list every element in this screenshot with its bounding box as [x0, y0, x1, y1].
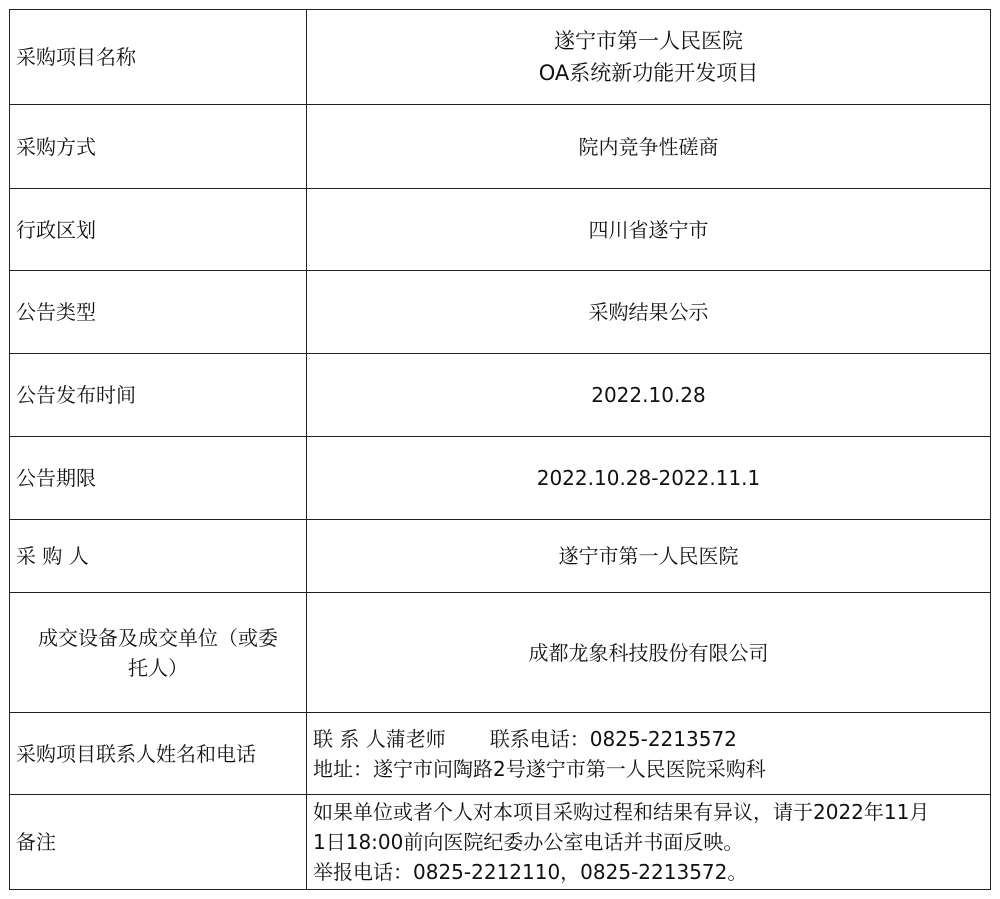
- region-value: 四川省遂宁市: [307, 189, 991, 271]
- winner-value: 成都龙象科技股份有限公司: [307, 593, 991, 713]
- table-row: [10, 189, 991, 271]
- publish-time-value: 2022.10.28: [307, 354, 991, 437]
- remarks-line-3: 举报电话：0825-2212110，0825-2213572。: [313, 860, 748, 884]
- table-row: [10, 105, 991, 189]
- table-row: [10, 271, 991, 354]
- contact-person: 联 系 人蒲老师: [313, 726, 446, 751]
- remarks-label: 备注: [10, 795, 307, 890]
- region-label: 行政区划: [10, 189, 307, 271]
- table-row: [10, 795, 991, 890]
- contact-label: 采购项目联系人姓名和电话: [10, 713, 307, 795]
- contact-phone: 联系电话：0825-2213572: [489, 726, 737, 751]
- purchaser-value: 遂宁市第一人民医院: [307, 520, 991, 593]
- project-name-line-2: OA系统新功能开发项目: [538, 61, 759, 85]
- method-label: 采购方式: [10, 105, 307, 189]
- contact-line-1: [313, 724, 990, 754]
- table-row: [10, 10, 991, 105]
- winner-label-line-2: 托人）: [128, 655, 188, 680]
- period-value: 2022.10.28-2022.11.1: [307, 437, 991, 520]
- table-row: [10, 354, 991, 437]
- project-name-label: 采购项目名称: [10, 10, 307, 105]
- table-row: [10, 593, 991, 713]
- notice-type-label: 公告类型: [10, 271, 307, 354]
- method-value: 院内竞争性磋商: [307, 105, 991, 189]
- project-name-line-1: 遂宁市第一人民医院: [554, 29, 743, 53]
- project-name-value: [307, 10, 991, 105]
- procurement-notice-table: [9, 9, 991, 890]
- table-row: [10, 520, 991, 593]
- remarks-line-2: 1日18:00前向医院纪委办公室电话并书面反映。: [313, 830, 744, 854]
- winner-label-line-1: 成交设备及成交单位（或委: [38, 625, 278, 650]
- period-label: 公告期限: [10, 437, 307, 520]
- remarks-line-1: 如果单位或者个人对本项目采购过程和结果有异议，请于2022年11月: [313, 800, 930, 824]
- notice-type-value: 采购结果公示: [307, 271, 991, 354]
- contact-address: 地址：遂宁市问陶路2号遂宁市第一人民医院采购科: [313, 756, 766, 781]
- table-row: [10, 437, 991, 520]
- winner-label: [10, 593, 307, 713]
- contact-value: [307, 713, 991, 795]
- purchaser-label: 采 购 人: [10, 520, 307, 593]
- remarks-value: [307, 795, 991, 890]
- table-row: [10, 713, 991, 795]
- publish-time-label: 公告发布时间: [10, 354, 307, 437]
